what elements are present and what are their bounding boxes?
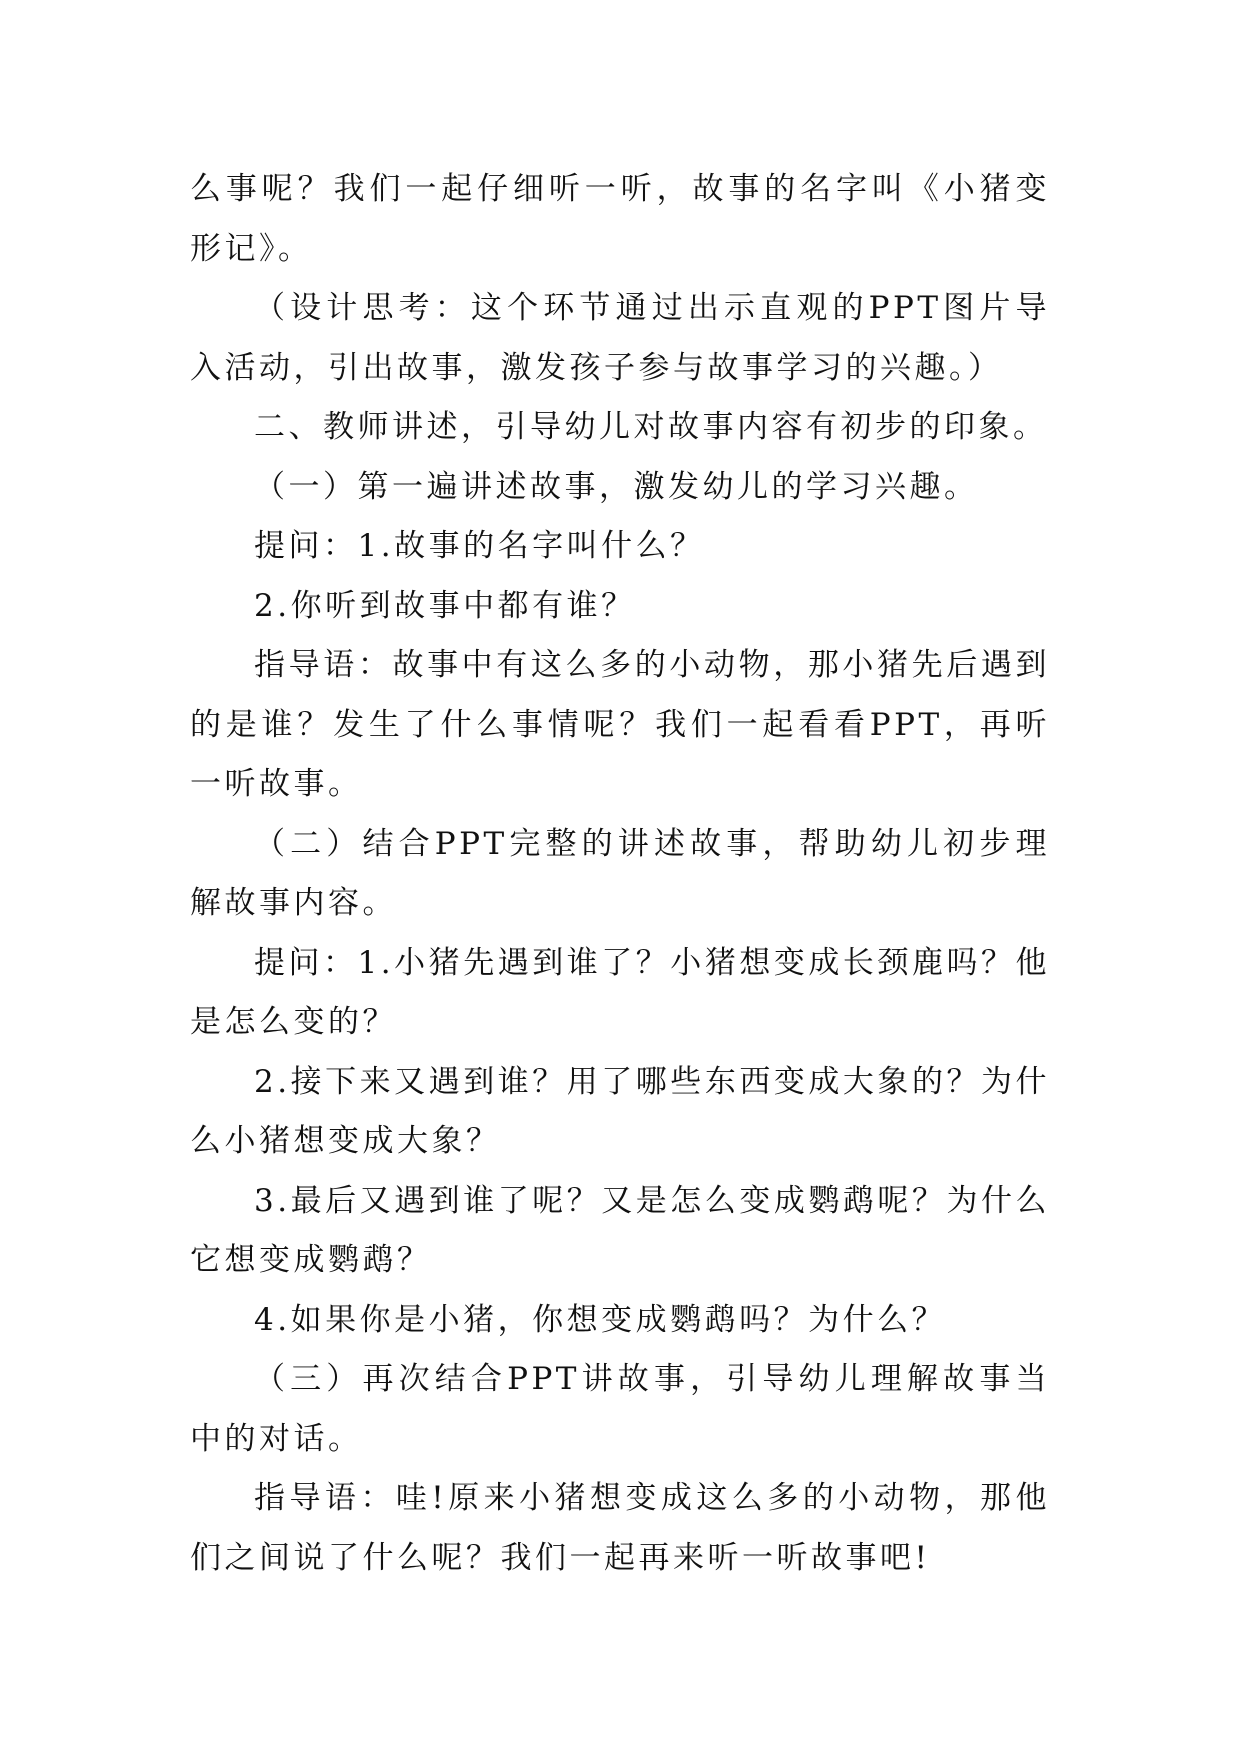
paragraph-10: 2.接下来又遇到谁？用了哪些东西变成大象的？为什么小猪想变成大象？ (190, 1063, 1050, 1159)
paragraph-2: （设计思考：这个环节通过出示直观的PPT图片导入活动，引出故事，激发孩子参与故事学习的兴趣。） (190, 290, 1050, 386)
paragraph-14: 指导语：哇!原来小猪想变成这么多的小动物，那他们之间说了什么呢？我们一起再来听一听故事吧! (190, 1480, 1050, 1576)
paragraph-7: 指导语：故事中有这么多的小动物，那小猪先后遇到的是谁？发生了什么事情呢？我们一起看看PPT，再听一听故事。 (190, 647, 1050, 802)
paragraph-3: 二、教师讲述，引导幼儿对故事内容有初步的印象。 (254, 409, 1048, 445)
paragraph-8: （二）结合PPT完整的讲述故事，帮助幼儿初步理解故事内容。 (190, 825, 1050, 921)
paragraph-5: 提问：1.故事的名字叫什么？ (254, 528, 705, 564)
paragraph-13: （三）再次结合PPT讲故事，引导幼儿理解故事当中的对话。 (190, 1361, 1050, 1457)
paragraph-12: 4.如果你是小猪，你想变成鹦鹉吗？为什么？ (254, 1301, 947, 1338)
paragraph-6: 2.你听到故事中都有谁？ (254, 587, 636, 624)
document-body (190, 160, 1050, 1588)
paragraph-4: （一）第一遍讲述故事，激发幼儿的学习兴趣。 (254, 468, 979, 505)
paragraph-9: 提问：1.小猪先遇到谁了？小猪想变成长颈鹿吗？他是怎么变的？ (190, 944, 1050, 1040)
paragraph-1: 么事呢？我们一起仔细听一听，故事的名字叫《小猪变形记》。 (190, 171, 1050, 267)
paragraph-11: 3.最后又遇到谁了呢？又是怎么变成鹦鹉呢？为什么它想变成鹦鹉？ (190, 1182, 1050, 1278)
